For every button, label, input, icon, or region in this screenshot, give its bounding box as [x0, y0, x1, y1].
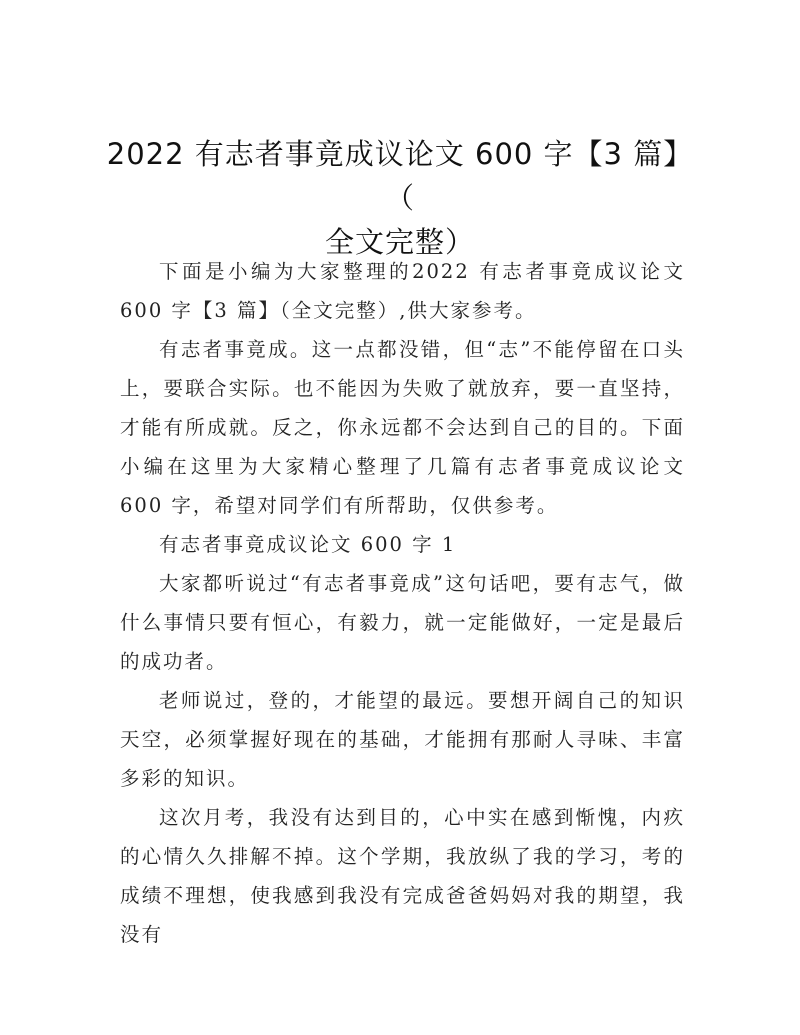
paragraph-overview: 有志者事竟成。这一点都没错，但“志”不能停留在口头上，要联合实际。也不能因为失败了就放弃，要一直坚持，才能有所成就。反之，你永远都不会达到自己的目的。下面小编在这里为大家精心整理了几篇有志者事竟成议论文 600 字，希望对同学们有所帮助，仅供参考。: [120, 338, 685, 517]
paragraph-essay-2: 老师说过，登的，才能望的最远。要想开阔自己的知识天空，必须掌握好现在的基础，才能拥有那耐人寻味、丰富多彩的知识。: [120, 689, 685, 790]
document-title: [100, 132, 700, 264]
paragraph-essay-3: 这次月考，我没有达到目的，心中实在感到惭愧，内疚的心情久久排解不掉。这个学期，我放纵了我的学习，考的成绩不理想，使我感到我没有完成爸爸妈妈对我的期望，我没有: [120, 806, 685, 946]
paragraph-essay-1: 大家都听说过“有志者事竟成”这句话吧，要有志气，做什么事情只要有恒心，有毅力，就一定能做好，一定是最后的成功者。: [120, 572, 685, 673]
section-heading-essay-1: 有志者事竟成议论文 600 字 1: [159, 533, 457, 556]
paragraph-intro: 下面是小编为大家整理的2022 有志者事竟成议论文 600 字【3 篇】（全文完整）,供大家参考。: [120, 260, 685, 322]
document-body: [120, 252, 685, 954]
title-line-2: 全文完整）: [324, 225, 475, 259]
title-line-1: 2022 有志者事竟成议论文 600 字【3 篇】（: [106, 137, 694, 215]
